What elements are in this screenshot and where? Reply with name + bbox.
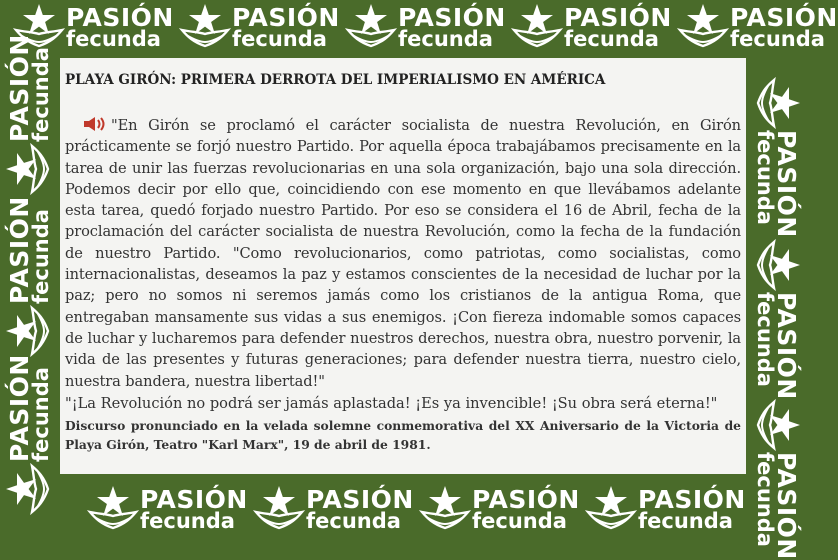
- logo-word-fecunda: fecunda: [66, 26, 161, 51]
- star-wings-icon: [88, 486, 138, 534]
- logo-word-fecunda: fecunda: [28, 209, 53, 304]
- star-wings-icon: [512, 4, 562, 52]
- content-card: [60, 58, 746, 474]
- logo-word-fecunda: fecunda: [232, 26, 327, 51]
- star-wings-icon: [346, 4, 396, 52]
- star-wings-icon: [254, 486, 304, 534]
- speech-caption: Discurso pronunciado en la velada solemne conmemorativa del XX Aniversario de la Victoria de Playa Girón, Teatro "Karl Marx", 19 de abril de 1981.: [65, 417, 741, 452]
- logo-word-fecunda: fecunda: [398, 26, 493, 51]
- star-wings-icon: [6, 144, 54, 194]
- star-wings-icon: [752, 400, 800, 450]
- closing-quote: "¡La Revolución no podrá ser jamás aplastada! ¡Es ya invencible! ¡Su obra será eterna!": [65, 394, 718, 412]
- pasion-fecunda-logo: [678, 4, 838, 52]
- star-wings-icon: [180, 4, 230, 52]
- pasion-fecunda-logo: [586, 486, 746, 534]
- logo-word-fecunda: fecunda: [306, 508, 401, 533]
- pasion-fecunda-logo: [88, 486, 248, 534]
- pasion-fecunda-logo: [752, 78, 800, 238]
- logo-word-fecunda: fecunda: [472, 508, 567, 533]
- star-wings-icon: [6, 306, 54, 356]
- quote-text: "En Girón se proclamó el carácter socialista de nuestra Revolución, en Girón prácticamente se forjó nuestro Partido. Por aquella época trabajábamos precisamente en la tarea de unir las fuerzas revolucionarias en una sola organización, bajo una sola dirección. Podemos decir por ello que, coincidiendo con ese momento en que llevábamos adelante esta tarea, quedó forjado nuestro Partido. Por eso se considera el 16 de Abril, fecha de la proclamación del carácter socialista de nuestra Revolución, como la fecha de la fundación de nuestro Partido. "Como revolucionarios, como patriotas, como socialistas, como internacionalistas, deseamos la paz y estamos conscientes de la necesidad de luchar por la paz; pero no somos ni seremos jamás como los cristianos de la antigua Roma, que entregaban mansamente sus vidas a sus enemigos. ¡Con fiereza indomable somos capaces de luchar y lucharemos para defender nuestros derechos, nuestra obra, nuestro porvenir, la vida de las presentes y futuras generaciones; para defender nuestra tierra, nuestro cielo, nuestra bandera, nuestra libertad!": [65, 117, 741, 390]
- pasion-fecunda-logo: [254, 486, 414, 534]
- logo-word-pasion: PASIÓN: [66, 3, 174, 33]
- quote-paragraph: [65, 115, 741, 392]
- logo-word-fecunda: fecunda: [753, 130, 778, 225]
- speaker-icon[interactable]: [83, 116, 107, 132]
- logo-word-fecunda: fecunda: [730, 26, 825, 51]
- pasion-fecunda-logo: [752, 400, 800, 560]
- logo-word-pasion: PASIÓN: [730, 3, 838, 33]
- pasion-fecunda-logo: [752, 240, 800, 400]
- star-wings-icon: [752, 240, 800, 290]
- pasion-fecunda-logo: [180, 4, 340, 52]
- logo-word-fecunda: fecunda: [140, 508, 235, 533]
- star-wings-icon: [420, 486, 470, 534]
- star-wings-icon: [752, 78, 800, 128]
- logo-word-pasion: PASIÓN: [232, 3, 340, 33]
- page-title: PLAYA GIRÓN: PRIMERA DERROTA DEL IMPERIALISMO EN AMÉRICA: [65, 72, 606, 88]
- logo-word-pasion: PASIÓN: [5, 354, 35, 462]
- logo-word-pasion: PASIÓN: [771, 452, 801, 560]
- logo-word-pasion: PASIÓN: [472, 485, 580, 515]
- logo-word-pasion: PASIÓN: [564, 3, 672, 33]
- logo-word-pasion: PASIÓN: [306, 485, 414, 515]
- pasion-fecunda-logo: [6, 354, 54, 514]
- pasion-fecunda-logo: [6, 34, 54, 194]
- logo-word-fecunda: fecunda: [564, 26, 659, 51]
- logo-word-fecunda: fecunda: [753, 292, 778, 387]
- star-wings-icon: [6, 464, 54, 514]
- logo-word-pasion: PASIÓN: [5, 34, 35, 142]
- logo-word-fecunda: fecunda: [28, 367, 53, 462]
- logo-word-pasion: PASIÓN: [140, 485, 248, 515]
- pasion-fecunda-logo: [346, 4, 506, 52]
- logo-word-pasion: PASIÓN: [5, 196, 35, 304]
- star-wings-icon: [586, 486, 636, 534]
- star-wings-icon: [678, 4, 728, 52]
- logo-word-pasion: PASIÓN: [771, 130, 801, 238]
- pasion-fecunda-logo: [420, 486, 580, 534]
- pasion-fecunda-logo: [6, 196, 54, 356]
- logo-word-fecunda: fecunda: [638, 508, 733, 533]
- logo-word-fecunda: fecunda: [753, 452, 778, 547]
- logo-word-pasion: PASIÓN: [638, 485, 746, 515]
- pasion-fecunda-logo: [512, 4, 672, 52]
- logo-word-fecunda: fecunda: [28, 47, 53, 142]
- logo-word-pasion: PASIÓN: [398, 3, 506, 33]
- logo-word-pasion: PASIÓN: [771, 292, 801, 400]
